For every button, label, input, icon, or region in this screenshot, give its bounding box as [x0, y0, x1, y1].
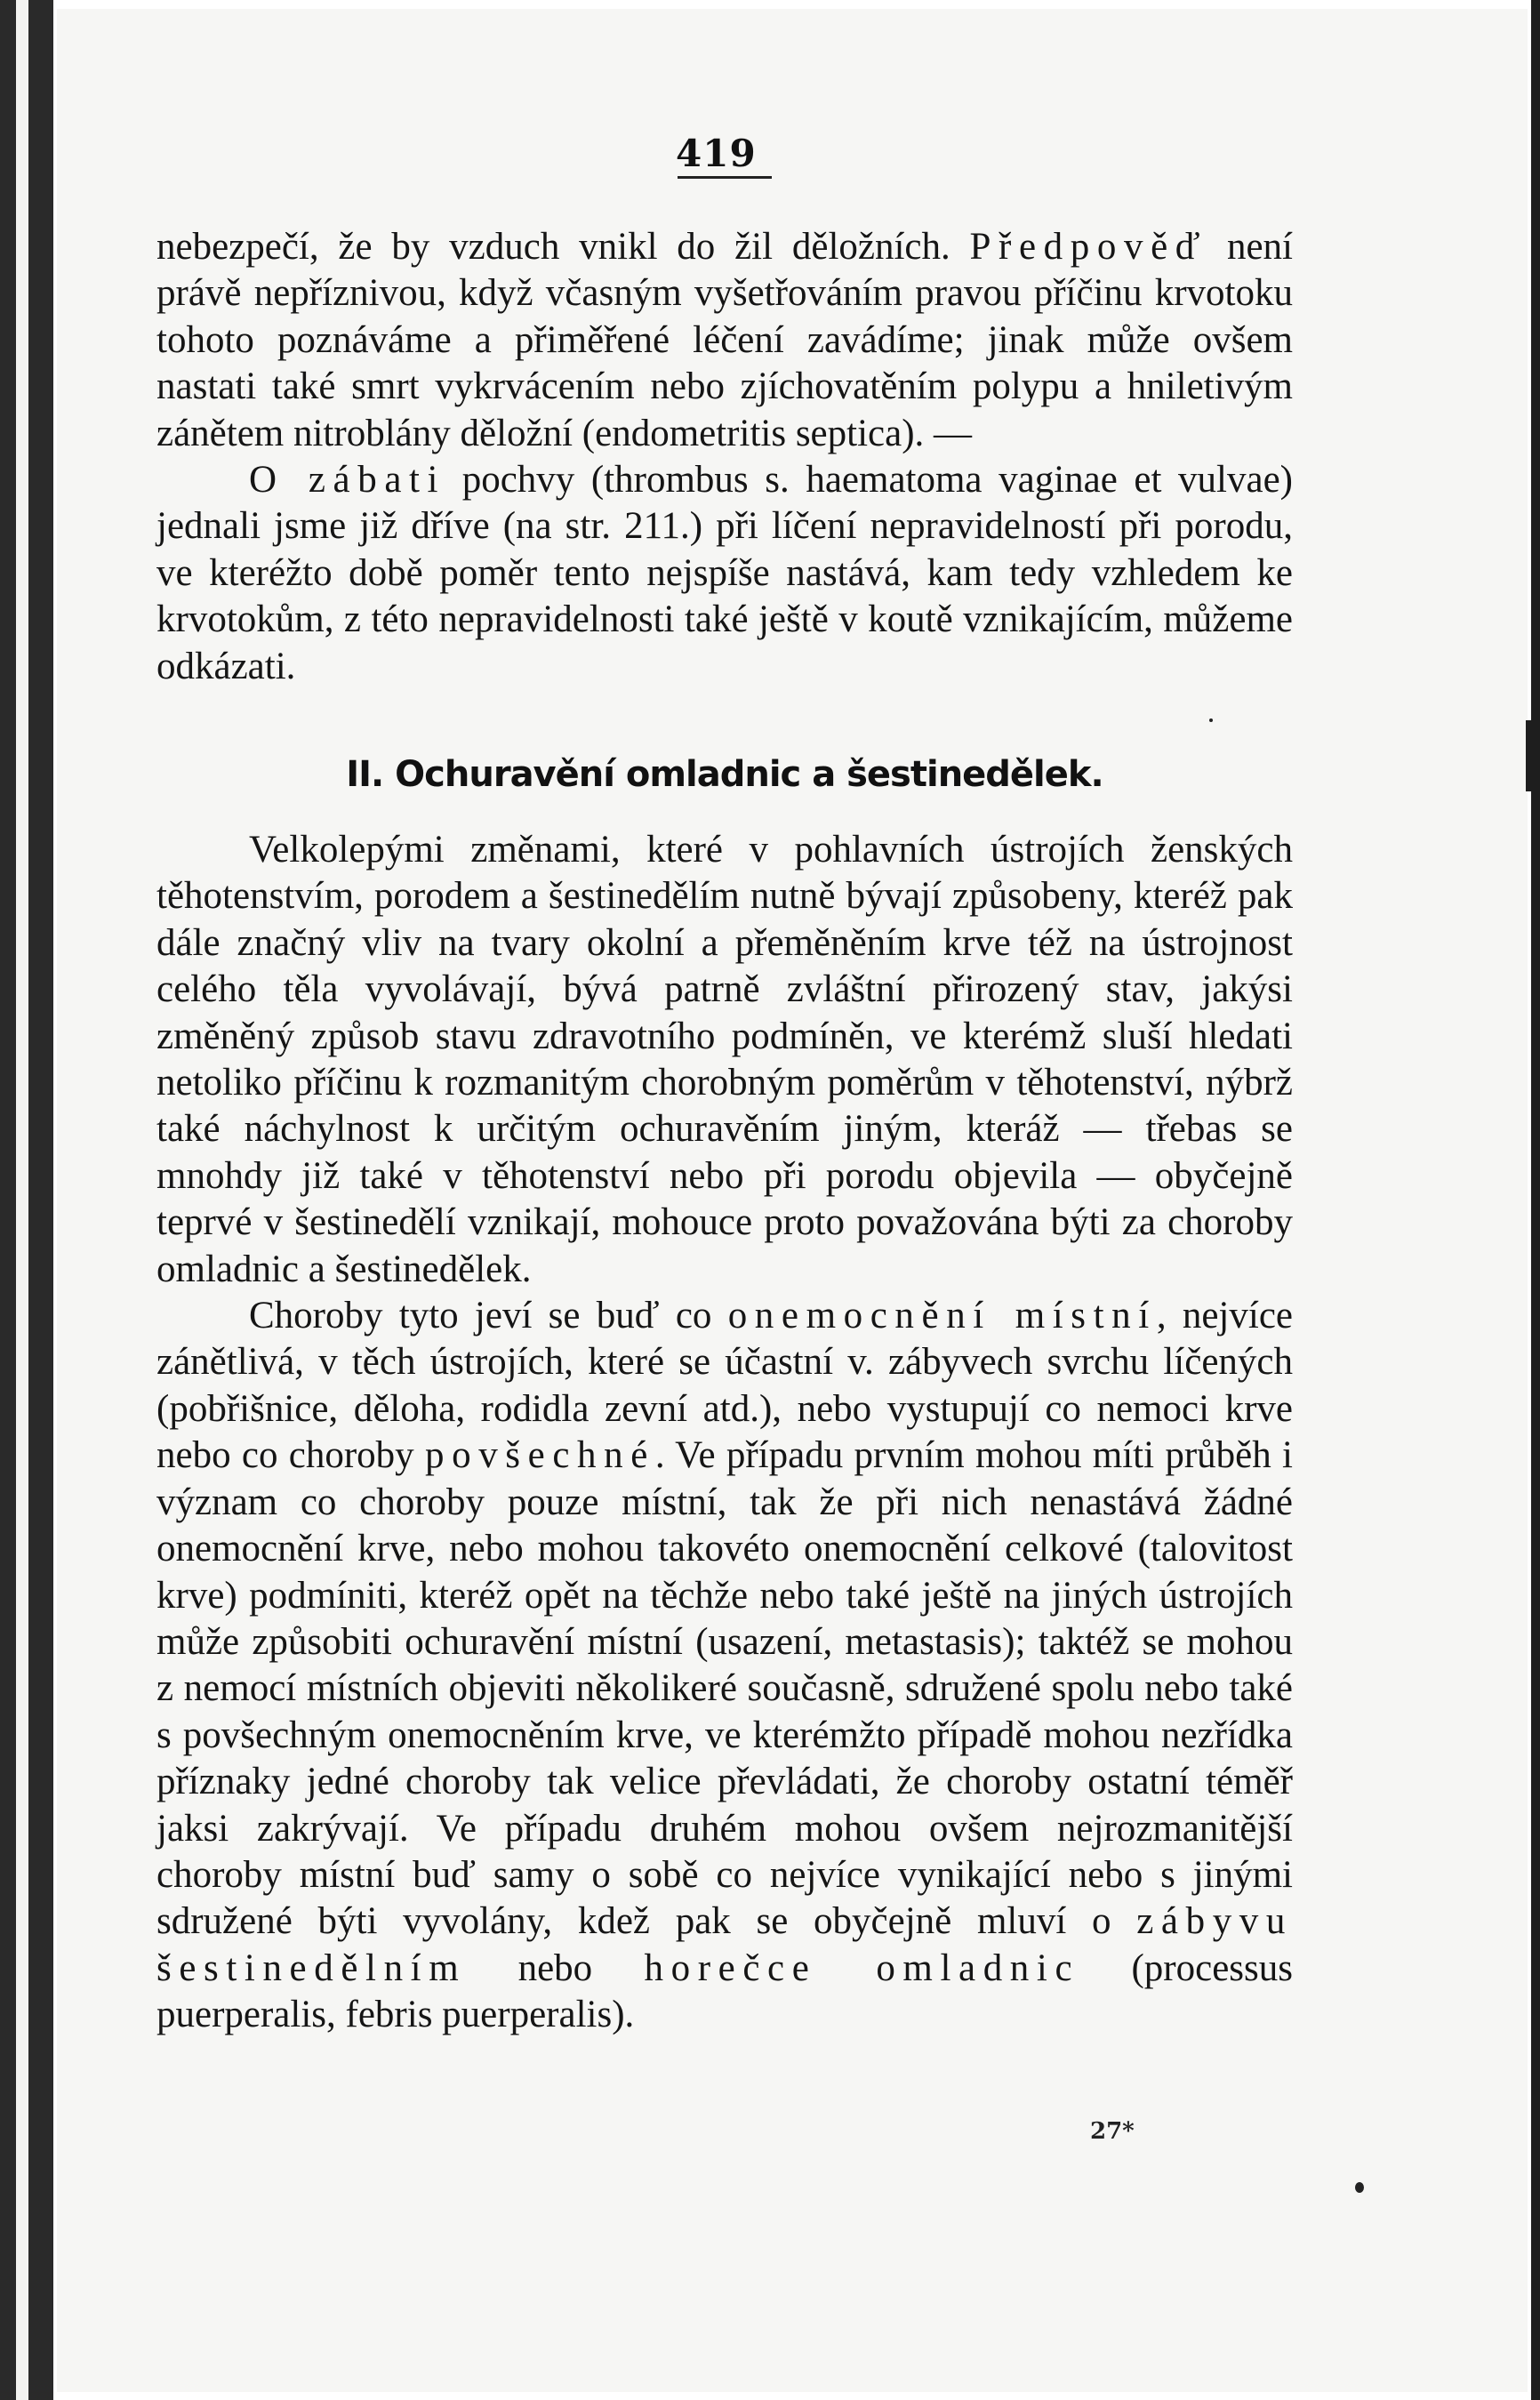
- section-heading: II. Ochuravění omladnic a šestinedělek.: [346, 754, 1103, 795]
- s2p2-part2: , nejvíce zánětlivá, v těch ústrojích, které se účastní v. zábyvech svrchu líčených (pobřišnice, děloha, rodidla zevní atd.), nebo vystupují co nemoci krve nebo co choroby: [156, 1295, 1293, 1477]
- s2p2-part4: nebo: [466, 1946, 645, 1989]
- scan-left-edge: [0, 0, 53, 2400]
- page-number: 419: [676, 132, 757, 175]
- ink-speck: [1355, 2182, 1364, 2193]
- scan-right-edge: [1531, 0, 1540, 2400]
- p2-part1: pochvy (thrombus s. haematoma vaginae et vulvae) jednali jsme již dříve (na str. 211.) při líčení nepravidelností při porodu, ve kteréžto době poměr tento nejspíše nastává, kam tedy vzhledem ke krvotokům, z této nepravidelnosti také ještě v koutě vznikajícím, můžeme odkázati.: [156, 459, 1293, 687]
- section2-text: [156, 827, 1293, 2039]
- section1-paragraph1: [156, 224, 1293, 457]
- scan-right-notch: [1526, 720, 1531, 791]
- p1-emph-prognosis: Předpověď: [969, 226, 1208, 268]
- s2p2-part3: . Ve případu prvním mohou míti průběh i význam co choroby pouze místní, tak že při nich nenastává žádné onemocnění krve, nebo mohou takovéto onemocnění celkové (talovitost krve) podmíniti, kteréž opět na těchže nebo také ještě na jiných ústrojích může způsobiti ochuravění místní (usazení, metastasis); taktéž se mohou z nemocí místních objeviti několikeré současně, sdružené spolu nebo také s povšechným onemocněním krve, ve kterémžto případě mohou nezřídka příznaky jedné choroby tak velice převládati, že choroby ostatní téměř jaksi zakrývají. Ve případu druhém mohou ovšem nejrozmanitější choroby místní buď samy o sobě co nejvíce vynikající nebo s jinými sdružené býti vyvolány, kdež pak se obyčejně mluví o: [156, 1434, 1294, 1943]
- s2p2-emph-local: onemocnění místní: [727, 1295, 1157, 1337]
- ink-speck: [1209, 718, 1213, 722]
- s2p2-emph-puerperal-fever: horečce omladnic: [644, 1946, 1080, 1989]
- s2p2-part5: (processus puerperalis, febris puerperalis).: [156, 1946, 1293, 2036]
- s2p2-part1: Choroby tyto jeví se buď co: [249, 1295, 728, 1337]
- section2-paragraph1: Velkolepými změnami, které v pohlavních ústrojích ženských těhotenstvím, porodem a šestinedělím nutně bývají způsobeny, kteréž pak dále značný vliv na tvary okolní a přeměněním krve též na ústrojnost celého těla vyvolávají, bývá patrně zvláštní přirozený stav, jakýsi změněný způsob stavu zdravotního podmíněn, ve kterémž sluší hledati netoliko příčinu k rozmanitým chorobným poměrům v těhotenství, nýbrž také náchylnost k určitým ochuravěním jiným, kteráž — třebas se mnohdy již také v těhotenství nebo při porodu objevila — obyčejně teprvé v šestinedělí vznikají, mohouce proto považována býti za choroby omladnic a šestinedělek.: [156, 829, 1293, 1290]
- p2-emph-thrombus: O zábati: [249, 459, 446, 502]
- section1-paragraph2: [156, 457, 1293, 690]
- signature-mark: 27*: [1090, 2118, 1135, 2145]
- page-number-rule: [678, 176, 772, 179]
- section1-text: [156, 224, 1293, 690]
- section2-paragraph2: [156, 1293, 1293, 2039]
- p1-part2: není právě nepříznivou, když včasným vyšetřováním pravou příčinu krvotoku tohoto poznáváme a přiměřené léčení zavádíme; jinak může ovšem nastati také smrt vykrvácením nebo zjíchovatěním polypu a hniletivým zánětem nitroblány děložní (endometritis septica). —: [156, 226, 1293, 454]
- s2p2-emph-puerperal-process: zábyvu šestinedělním: [156, 1900, 1293, 1989]
- p1-part1: nebezpečí, že by vzduch vnikl do žil děložních.: [156, 226, 970, 268]
- previous-page-edge: [16, 0, 28, 2400]
- s2p2-emph-general: povšechné: [425, 1434, 655, 1477]
